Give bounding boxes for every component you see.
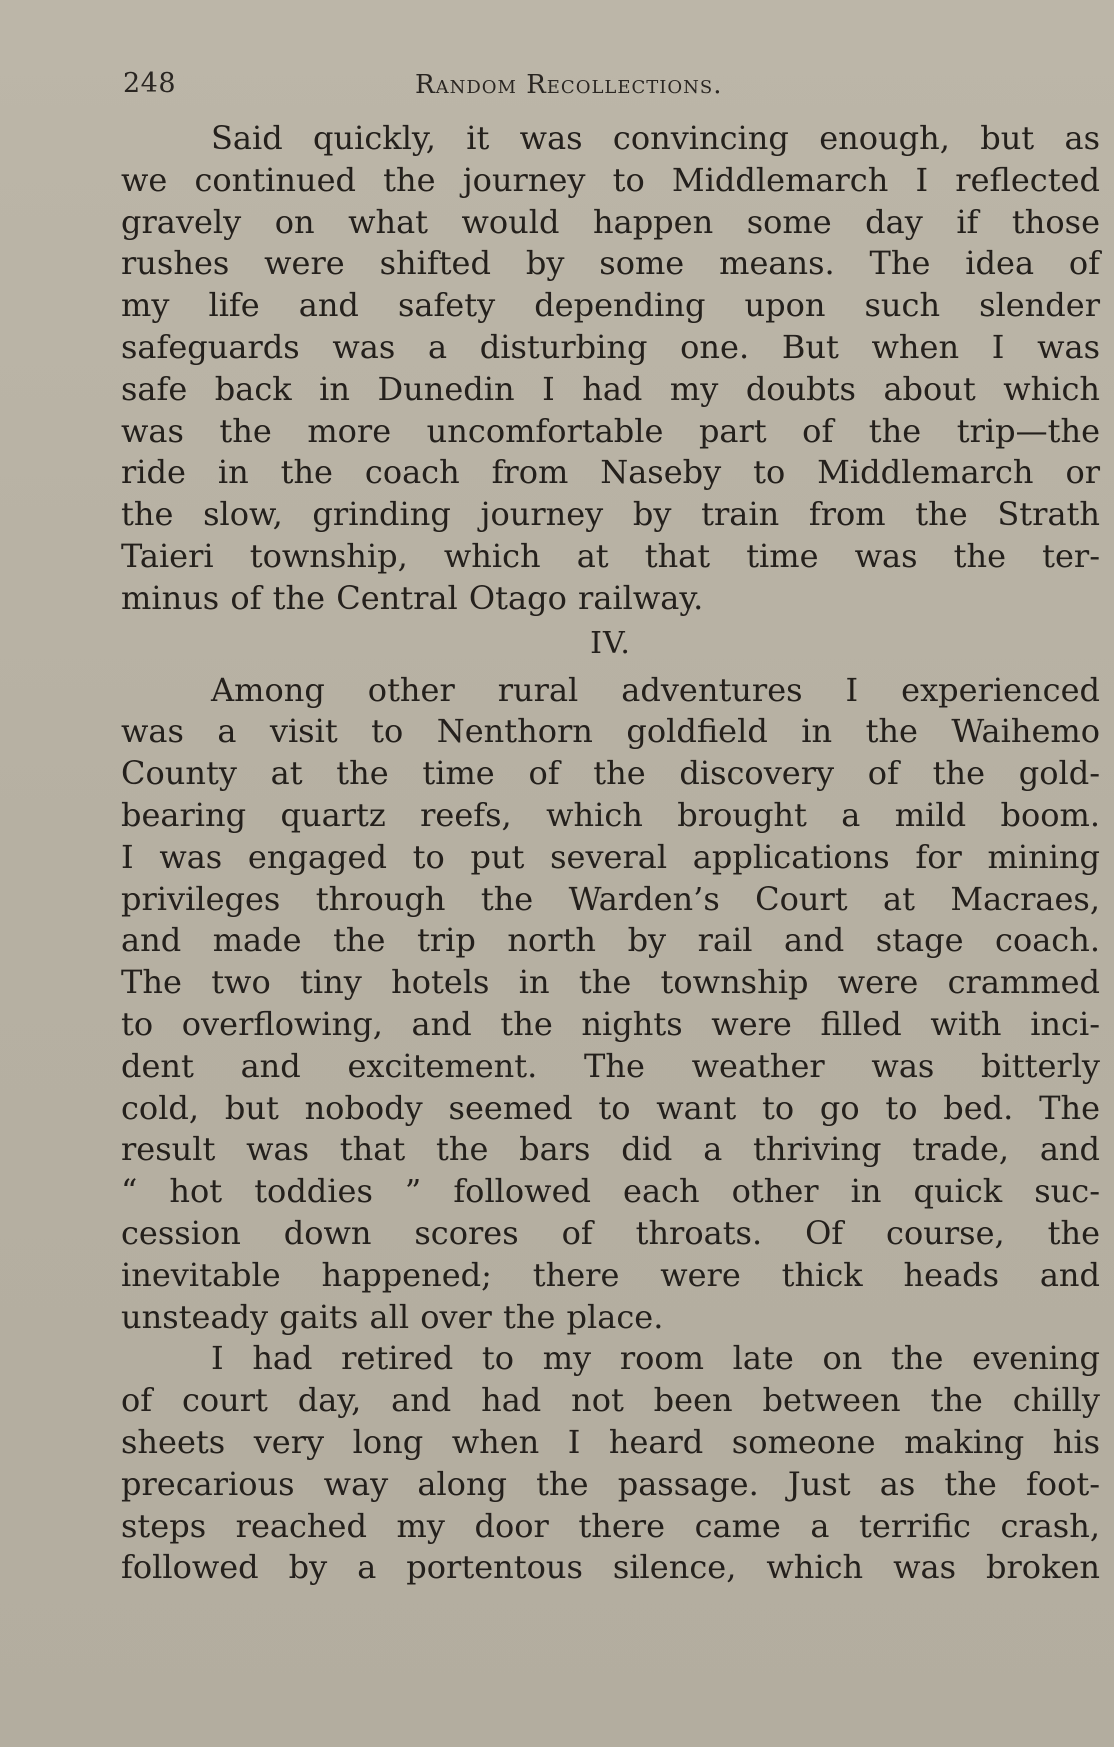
paragraph-3 <box>121 1338 1100 1589</box>
running-title: Random Recollections. <box>415 70 723 100</box>
text-line: rushes were shifted by some means. The idea of <box>121 244 1100 283</box>
text-line: ride in the coach from Naseby to Middlemarch or <box>121 453 1100 492</box>
text-line: Among other rural adventures I experienced <box>211 670 1100 709</box>
section-heading: IV. <box>590 625 631 661</box>
text-line: unsteady gaits all over the place. <box>121 1297 664 1336</box>
text-line: result was that the bars did a thriving trade, and <box>121 1130 1100 1169</box>
text-line: followed by a portentous silence, which was broken <box>121 1548 1100 1587</box>
text-line: I was engaged to put several applications for mining <box>121 837 1100 876</box>
body-text <box>121 118 1100 1589</box>
text-line: precarious way along the passage. Just as the foot- <box>121 1464 1100 1503</box>
text-line: sheets very long when I heard someone making his <box>121 1422 1100 1461</box>
text-line: inevitable happened; there were thick heads and <box>121 1255 1100 1294</box>
text-line: to overflowing, and the nights were filled with inci- <box>121 1004 1100 1043</box>
text-line: and made the trip north by rail and stage coach. <box>121 921 1100 960</box>
text-line: minus of the Central Otago railway. <box>121 578 704 617</box>
text-line: of court day, and had not been between the chilly <box>121 1381 1100 1420</box>
text-line: County at the time of the discovery of the gold- <box>121 754 1100 793</box>
text-line: was the more uncomfortable part of the trip—the <box>121 411 1100 450</box>
paragraph-1 <box>121 118 1100 620</box>
text-line: “ hot toddies ” followed each other in quick suc- <box>121 1172 1100 1211</box>
paragraph-2 <box>121 670 1100 1339</box>
text-line: steps reached my door there came a terrific crash, <box>121 1506 1100 1545</box>
text-line: safe back in Dunedin I had my doubts about which <box>121 369 1100 408</box>
text-line: Taieri township, which at that time was the ter- <box>121 536 1100 575</box>
text-line: gravely on what would happen some day if those <box>121 202 1100 241</box>
text-line: we continued the journey to Middlemarch I reflected <box>121 160 1100 199</box>
text-line: The two tiny hotels in the township were crammed <box>121 963 1100 1002</box>
text-line: I had retired to my room late on the evening <box>211 1339 1100 1378</box>
text-line: bearing quartz reefs, which brought a mild boom. <box>121 795 1100 834</box>
text-line: privileges through the Warden’s Court at Macraes, <box>121 879 1100 918</box>
page-number: 248 <box>123 68 177 99</box>
page-header <box>123 64 1098 104</box>
text-line: cold, but nobody seemed to want to go to bed. The <box>121 1088 1100 1127</box>
text-line: cession down scores of throats. Of course, the <box>121 1213 1100 1252</box>
text-line: my life and safety depending upon such slender <box>121 286 1100 325</box>
text-line: Said quickly, it was convincing enough, but as <box>211 119 1100 157</box>
text-line: safeguards was a disturbing one. But when I was <box>121 327 1100 366</box>
text-line: was a visit to Nenthorn goldfield in the Waihemo <box>121 712 1100 751</box>
text-line: dent and excitement. The weather was bitterly <box>121 1046 1100 1085</box>
text-line: the slow, grinding journey by train from the Strath <box>121 495 1100 534</box>
